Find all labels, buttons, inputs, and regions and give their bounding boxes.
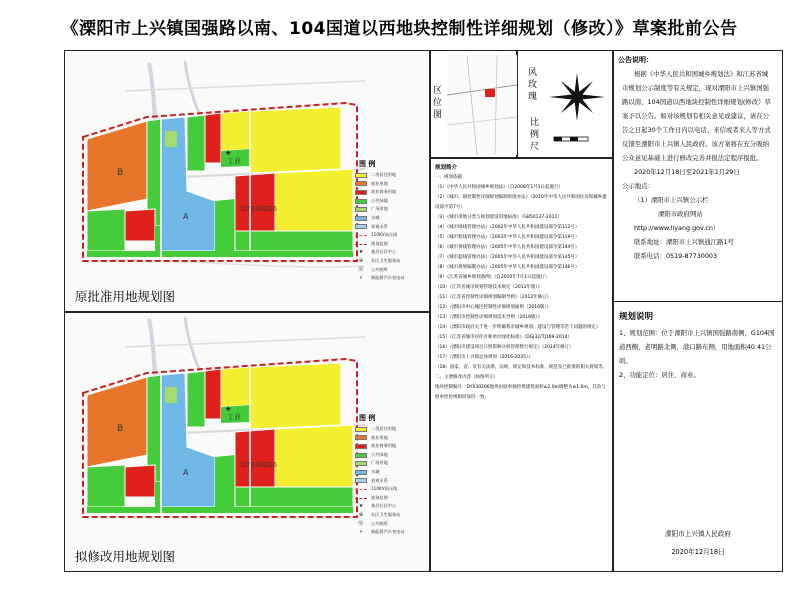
notice-address: 联系地址：溧阳市上兴镇通江路1号 xyxy=(634,238,734,246)
notice-website[interactable]: http://www.liyang.gov.cn） xyxy=(634,224,720,232)
brief-item: （12）《溧阳市中心城区控制性详细规划通则（2016版）》 xyxy=(435,305,552,310)
brief-item: （3）《城市用地分类与规划建设用地标准》（GB50137-2011） xyxy=(435,215,562,220)
location-map xyxy=(447,55,517,155)
revised-land-use-map-panel xyxy=(64,312,430,572)
planning-brief xyxy=(435,163,609,403)
brief-item: （5）《城市紫线管理办法》（2003年中华人民共和国建设部令第119号） xyxy=(435,235,580,240)
wind-rose-label: 风玫瑰 xyxy=(528,68,538,102)
legend-line-item: 规划范围 xyxy=(355,240,405,249)
scale-bar-label: 比例尺 xyxy=(530,118,540,152)
summary-heading: 规划说明 xyxy=(619,312,654,322)
toilet-icon: Ⓦ xyxy=(358,266,364,273)
revised-map-caption: 拟修改用地规划图 xyxy=(75,549,176,564)
brief-section-basis: 一、规划依据 xyxy=(435,175,462,180)
summary-item-function: 2、功能定位：居住、商业。 xyxy=(619,371,700,379)
legend xyxy=(355,171,405,283)
legend-item: 二类居住用地 xyxy=(355,171,405,180)
legend-item: 商业用地 xyxy=(355,434,405,443)
notice-location-label: 公示地点： xyxy=(622,182,654,190)
location-map-panel xyxy=(430,50,517,158)
legend-item: 景观水系 xyxy=(355,223,405,232)
summary-body xyxy=(619,326,777,382)
notice-paragraph: 根据《中华人民共和国城乡规划法》和江苏省城市规划公示制度等有关规定，现对溧阳市上兴镇国强路以南、104国道以西地块控制性详细规划(修改）草案予以公告。如对该规划有相关意见或建议，请在公告之日起30个工作日内以电话、来信或者来人等方式反馈至溧阳市上兴镇人民政府。该方案将在充分吸纳公众意见基础上进行修改完善并报法定程序报批。 xyxy=(622,70,771,162)
brief-item: （16）《溧阳市建设项目日照影响分析管理暂行规定》（2014年修订） xyxy=(435,345,574,350)
notice-period: 2020年12月18日至2021年1月29日 xyxy=(634,168,740,176)
legend-symbol-item: ⚡ 新能源汽车充电站 xyxy=(355,528,405,537)
original-map-caption: 原批准用地规划图 xyxy=(75,289,176,304)
page-title: 《溧阳市上兴镇国强路以南、104国道以西地块控制性详细规划（修改）》草案批前公告 xyxy=(61,19,738,39)
notice-phone: 联系电话：0519-87730003 xyxy=(634,252,718,260)
brief-item: （14）《溧阳市政府关于进一步明确我市城乡规划、建设与管理等若干问题的规定》 xyxy=(435,325,601,330)
brief-item: （9）《江苏省城乡规划条例》（自2010年7月1日起施行） xyxy=(435,275,550,280)
legend-line-item: 规划范围 xyxy=(355,494,405,503)
summary-item-scope: 1、规划范围：位于溧阳市上兴镇国强路南侧，G104国道西侧，老明路北侧，港口路东侧，用地面积40.41公顷。 xyxy=(619,329,775,365)
legend-item: 商业商务用地 xyxy=(355,188,405,197)
legend-item: 广场用地 xyxy=(355,205,405,214)
signature-date: 2020年12月18日 xyxy=(671,548,725,556)
legend-title: 图 例 xyxy=(359,160,376,168)
legend-title: 图 例 xyxy=(359,414,376,422)
legend-line-item: 110KV高压线 xyxy=(355,231,405,240)
wind-rose-panel xyxy=(517,50,613,158)
road-label-3: 工业 xyxy=(227,157,241,165)
brief-item: （6）《城市黄线管理办法》（2005年中华人民共和国建设部令第144号） xyxy=(435,245,580,250)
notice-body xyxy=(622,67,774,263)
legend-item: 公共绿地 xyxy=(355,197,405,206)
legend-symbol-item: ★ 基层社区中心 xyxy=(355,502,405,511)
notice-heading: 公告说明： xyxy=(618,56,653,64)
legend-item: 二类居住用地 xyxy=(355,425,405,434)
road-label-3: 工业 xyxy=(227,413,241,421)
legend-symbol-item: Ⓦ 公共厕所 xyxy=(355,266,405,275)
star-icon: ★ xyxy=(358,503,364,510)
charging-icon: ⚡ xyxy=(359,275,363,282)
brief-item: （10）《江苏省城市规划管理技术规定（2011年版）》 xyxy=(435,285,543,290)
clinic-icon: ⊕ xyxy=(358,511,364,518)
brief-item: （18）国家、省、市有关法律、法规、规定和技术标准、规范及已批准的相关规划等。 xyxy=(435,365,608,370)
notice-location-2: 溧阳市政府网站 xyxy=(658,210,703,218)
svg-text:★: ★ xyxy=(225,149,232,157)
brief-item: （15）《江苏省城市居住区和单位绿化标准》（DGJ32/TJ169-2014） xyxy=(435,335,572,340)
legend xyxy=(355,425,405,537)
zone-label-a: A xyxy=(183,468,189,477)
toilet-icon: Ⓦ xyxy=(358,520,364,527)
scale-bar-icon xyxy=(552,123,592,153)
legend-symbol-item: ⚡ 新能源汽车充电站 xyxy=(355,274,405,283)
legend-line-item: 110KV高压线 xyxy=(355,485,405,494)
signature-org: 溧阳市上兴镇人民政府 xyxy=(665,530,731,538)
brief-item: （11）《江苏省控制性详细规划编制导则》（2012年修订） xyxy=(435,295,552,300)
legend-item: 广场用地 xyxy=(355,459,405,468)
legend-item: 水域 xyxy=(355,214,405,223)
brief-item: （1）《中华人民共和国城乡规划法》（自2008年1月1日起施行） xyxy=(435,185,564,190)
brief-item: （13）《溧阳市控制性详细规划技术导则（2016版）》 xyxy=(435,315,543,320)
brief-heading: 规划简介 xyxy=(435,165,458,171)
legend-item: 商业用地 xyxy=(355,180,405,189)
brief-item: （17）《溧阳市上兴镇总体规划（2016-2035）》 xyxy=(435,355,533,360)
brief-item: （8）《城市规划编制办法》（2005年中华人民共和国建设部令第146号） xyxy=(435,265,580,270)
charging-icon: ⚡ xyxy=(359,529,363,536)
brief-change-text: 地块控制编号：DY030206地块由原单独控规建筑面积≤2.0m调整为≤1.6m，其余与原单控控规相同保持一致。 xyxy=(435,385,606,400)
legend-item: 公共绿地 xyxy=(355,451,405,460)
legend-symbol-item: ⊕ 社区卫生服务站 xyxy=(355,511,405,520)
legend-symbol-item: ★ 基层社区中心 xyxy=(355,248,405,257)
star-icon: ★ xyxy=(358,249,364,256)
zone-label-b: B xyxy=(117,424,124,434)
clinic-icon: ⊕ xyxy=(358,257,364,264)
planning-brief-panel xyxy=(430,158,613,572)
legend-item: 水域 xyxy=(355,468,405,477)
brief-item: （7）《城市蓝线管理办法》（2005年中华人民共和国建设部令第145号） xyxy=(435,255,580,260)
svg-text:★: ★ xyxy=(225,405,232,413)
block-code-label: DY030206 xyxy=(241,205,278,213)
zone-label-a: A xyxy=(183,212,189,221)
legend-symbol-item: ⊕ 社区卫生服务站 xyxy=(355,257,405,266)
original-land-use-map-panel xyxy=(64,50,430,312)
notice-location-1: （1）溧阳市上兴镇公示栏 xyxy=(634,196,709,204)
brief-item: （2）《城市、镇控制性详细规划编制审批办法》（2010年中华人民共和国住房和城乡建设部令第7号） xyxy=(435,195,607,210)
brief-item: （4）《城市绿线管理办法》（2002年中华人民共和国建设部令第112号） xyxy=(435,225,580,230)
location-map-label: 区位图 xyxy=(433,86,443,120)
zone-label-b: B xyxy=(117,168,124,178)
block-code-label: DY030206 xyxy=(241,461,278,469)
notice-divider xyxy=(613,301,783,302)
legend-symbol-item: Ⓦ 公共厕所 xyxy=(355,520,405,529)
legend-item: 商业商务用地 xyxy=(355,442,405,451)
wind-rose-icon xyxy=(542,67,612,127)
brief-section-changes: 二、主要修改内容（如图所示） xyxy=(435,375,498,380)
legend-item: 景观水系 xyxy=(355,477,405,486)
